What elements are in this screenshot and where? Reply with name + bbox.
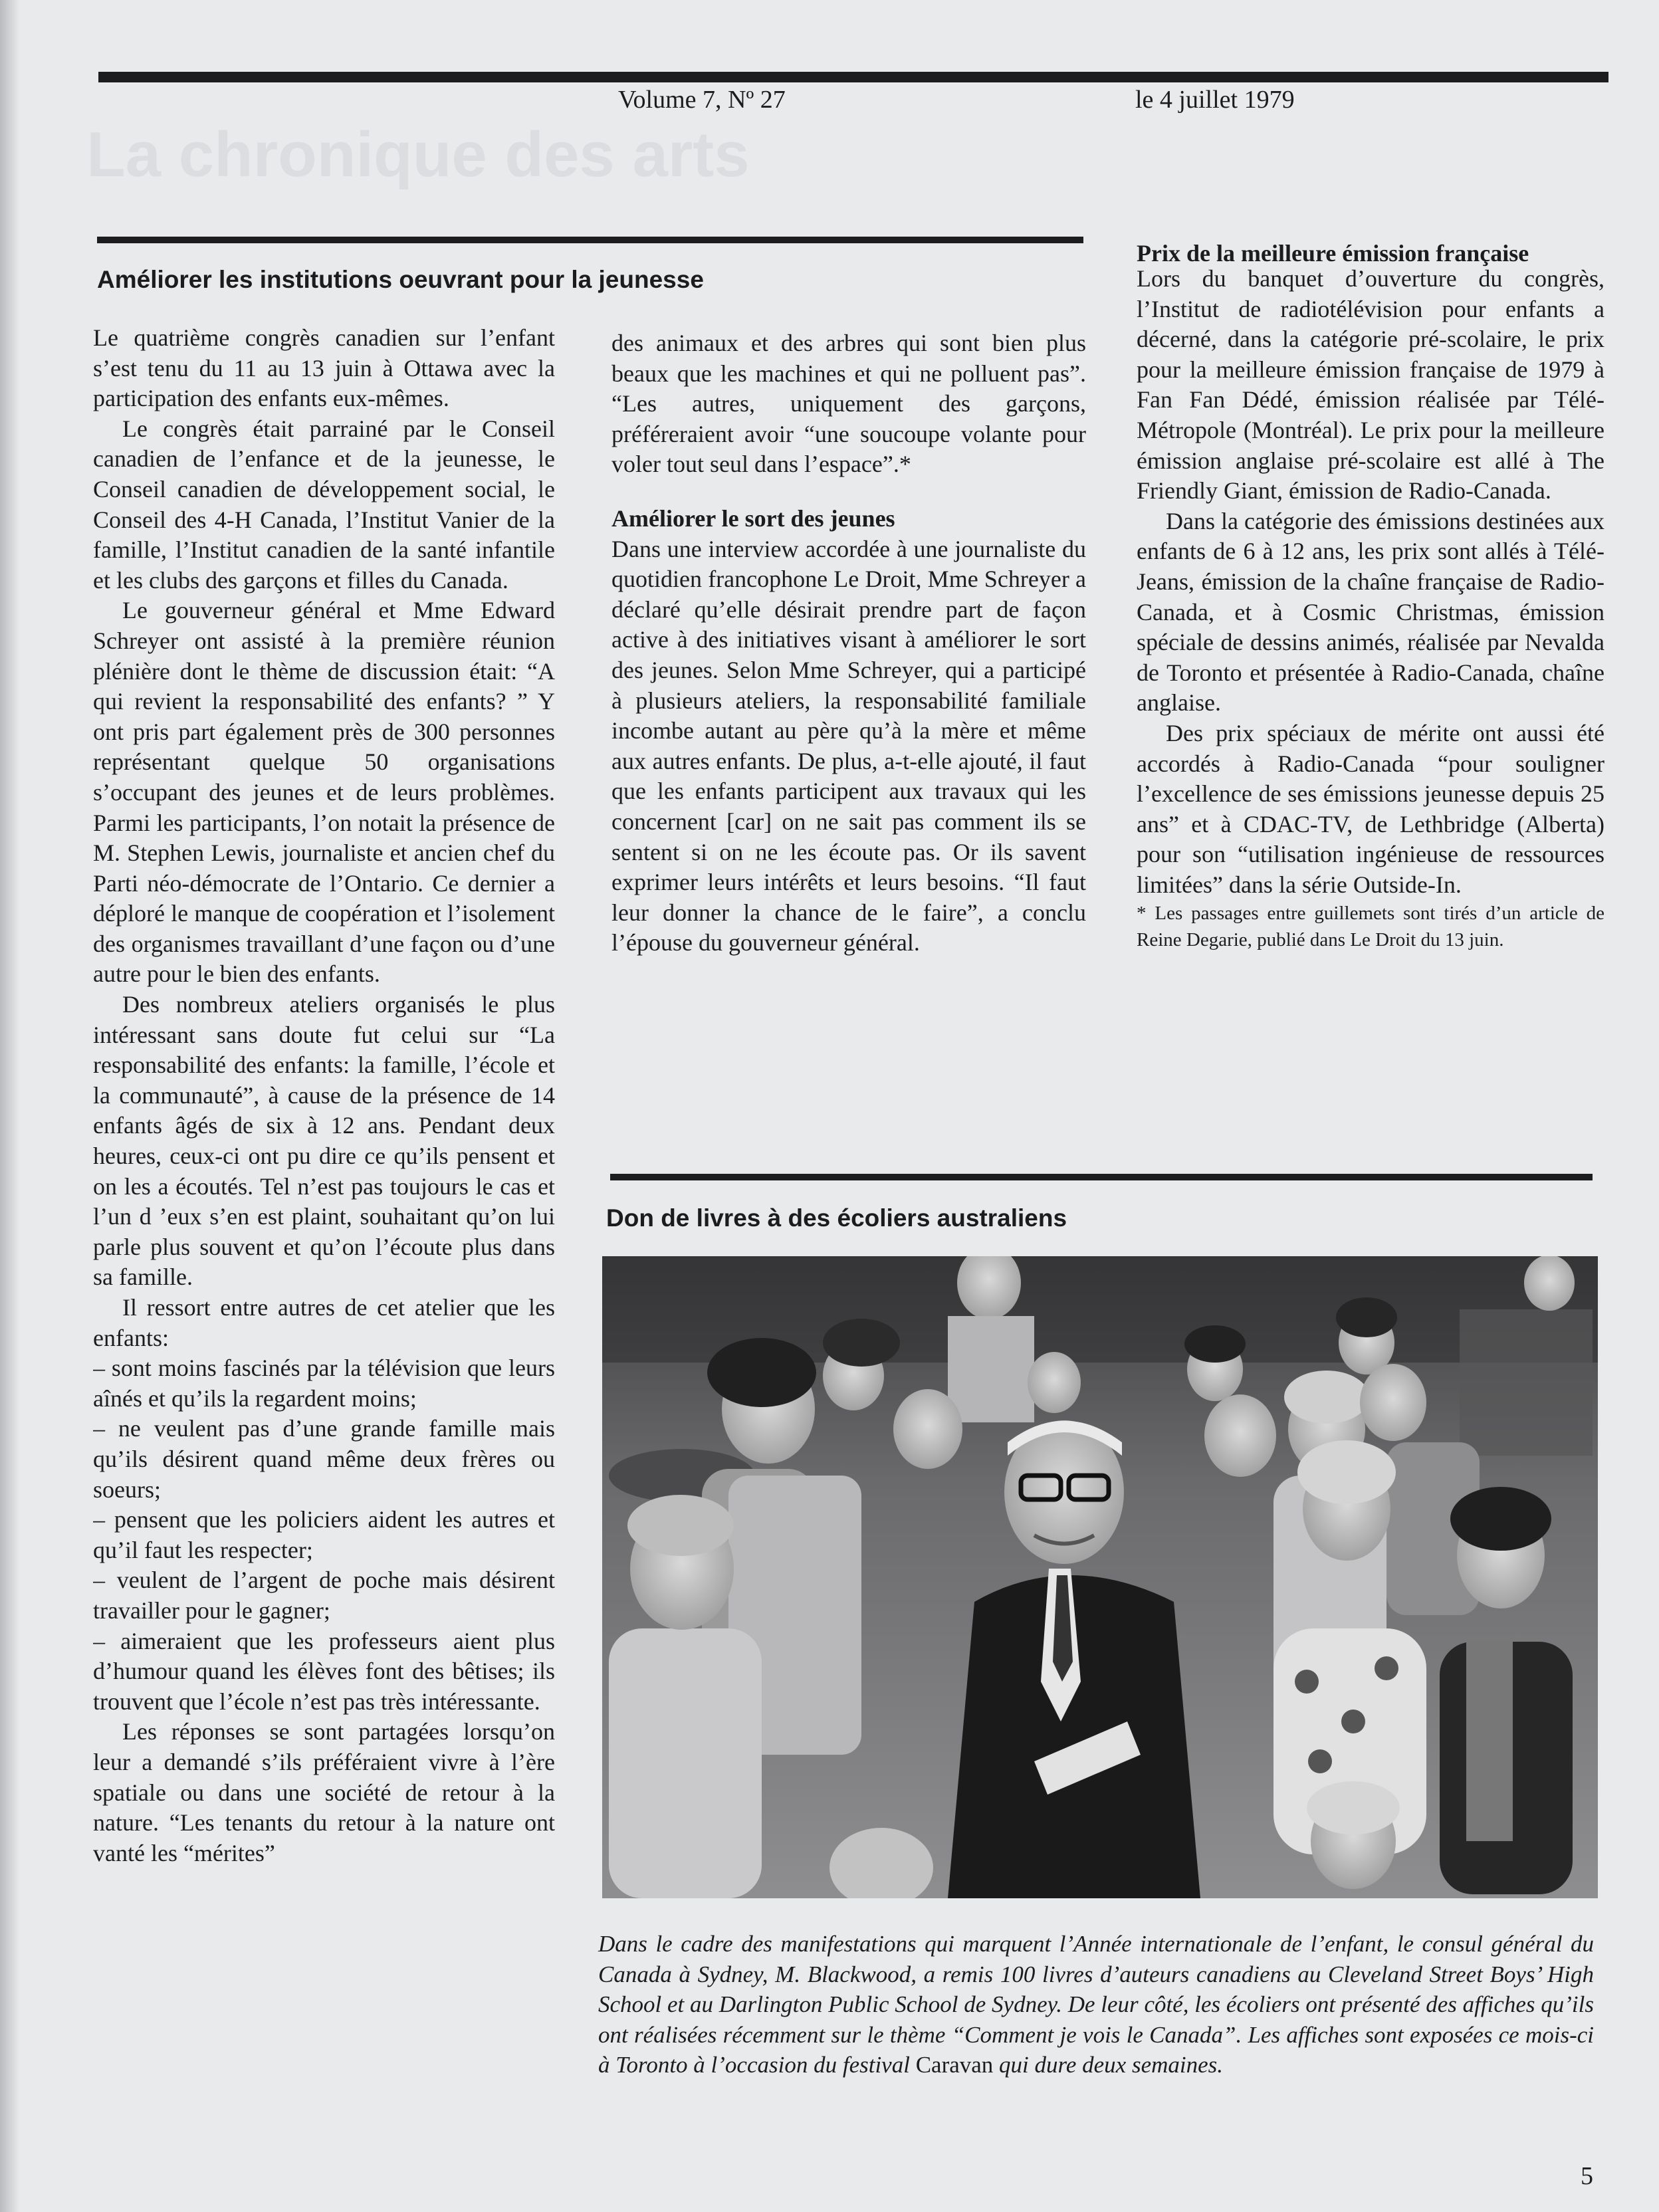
article3-title: Don de livres à des écoliers australiens [606, 1204, 1067, 1232]
paragraph: Il ressort entre autres de cet atelier que les enfants: [93, 1294, 555, 1351]
paragraph: Des nombreux ateliers organisés le plus intéressant sans doute fut celui sur “La responsabilité des enfants: la famille, l’école et la communauté”, à cause de la présence de 14 enfants âgés de six à 12 ans. Pendant deux heures, ceux-ci ont pu dire ce qu’ils pensent et on les a écoutés. Tel n’est pas toujours le cas et l’un d ’eux s’en est plaint, souhaitant qu’on lui parle plus souvent et qu’on l’écoute plus dans sa famille. [93, 991, 555, 1291]
article2-column [1137, 264, 1604, 1101]
paragraph: Le quatrième congrès canadien sur l’enfant s’est tenu du 11 au 13 juin à Ottawa avec la participation des enfants eux-mêmes. [93, 324, 555, 412]
article1-column-1 [93, 323, 555, 2144]
paragraph: Les réponses se sont partagées lorsqu’on leur a demandé s’ils préféraient vivre à l’ère spatiale ou dans une société de retour à la nature. “Les tenants du retour à la nature ont vanté les “mérites” [93, 1718, 555, 1866]
issue-date: le 4 juillet 1979 [1135, 86, 1295, 114]
issue-number: Volume 7, Nº 27 [618, 86, 786, 114]
paragraph: Le congrès était parrainé par le Conseil canadien de l’enfance et de la jeunesse, le Conseil canadien de développement social, le Conseil des 4-H Canada, l’Institut Vanier de la famille, l’Institut canadien de la santé infantile et les clubs des garçons et filles du Canada. [93, 415, 555, 594]
subsection-title: Améliorer le sort des jeunes [611, 504, 895, 532]
paragraph: des animaux et des arbres qui sont bien plus beaux que les machines et qui ne polluent pas”. “Les autres, uniquement des garçons, préféreraient avoir “une soucoupe volante pour voler tout seul dans l’espace”.* [611, 330, 1086, 478]
photo-caption [598, 1929, 1594, 2080]
list-item: – pensent que les policiers aident les autres et qu’il faut les respecter; [93, 1506, 555, 1563]
list-item: – veulent de l’argent de poche mais désirent travailler pour le gagner; [93, 1567, 555, 1624]
article2-title: Prix de la meilleure émission française [1137, 240, 1529, 267]
list-item: – sont moins fascinés par la télévision que leurs aînés et qu’ils la regardent moins; [93, 1355, 555, 1412]
article3-rule [610, 1174, 1593, 1180]
caption-text: Dans le cadre des manifestations qui marquent l’Année internationale de l’enfant, le consul général du Canada à Sydney, M. Blackwood, a remis 100 livres d’auteurs canadiens au Cleveland Street Boys’ High School et au Darlington Public School de Sydney. De leur côté, les écoliers ont présenté des affiches qu’ils ont réalisées récemment sur le thème “Comment je vois le Canada”. Les affiches sont exposées ce mois-ci à Toronto à l’occasion du festival [598, 1931, 1594, 2078]
article1-title: Améliorer les institutions oeuvrant pour la jeunesse [97, 266, 704, 293]
group-photo [602, 1256, 1598, 1898]
caption-festival-name: Caravan [915, 2052, 994, 2078]
paragraph: Le gouverneur général et Mme Edward Schreyer ont assisté à la première réunion plénière dont le thème de discussion était: “A qui revient la responsabilité des enfants? ” Y ont pris part également près de 300 personnes représentant quelque 50 organisations s’occupant des jeunes et de leurs problèmes. Parmi les participants, l’on notait la présence de M. Stephen Lewis, journaliste et ancien chef du Parti néo-démocrate de l’Ontario. Ce dernier a déploré le manque de coopération et l’isolement des organismes travaillant d’une façon ou d’une autre pour le bien des enfants. [93, 597, 555, 988]
top-rule [98, 72, 1608, 82]
list-item: – aimeraient que les professeurs aient plus d’humour quand les élèves font des bêtises; ils trouvent que l’école n’est pas très intéressante. [93, 1627, 555, 1715]
photo-illustration [602, 1256, 1598, 1898]
paragraph: Des prix spéciaux de mérite ont aussi été accordés à Radio-Canada “pour souligner l’excellence de ses émissions jeunesse depuis 25 ans” et à CDAC-TV, de Lethbridge (Alberta) pour son “utilisation ingénieuse de ressources limitées” dans la série Outside-In. [1137, 719, 1604, 898]
list-item: – ne veulent pas d’une grande famille mais qu’ils désirent quand même deux frères ou soeurs; [93, 1415, 555, 1503]
footnote: * Les passages entre guillemets sont tirés d’un article de Reine Degarie, publié dans Le Droit du 13 juin. [1137, 903, 1604, 951]
caption-text-end: qui dure deux semaines. [993, 2052, 1224, 2078]
paragraph: Dans la catégorie des émissions destinées aux enfants de 6 à 12 ans, les prix sont allés à Télé-Jeans, émission de la chaîne française de Radio-Canada, et à Cosmic Christmas, émission spéciale de dessins animés, réalisée par Nevalda de Toronto et présentée à Radio-Canada, chaîne anglaise. [1137, 507, 1604, 717]
show-through-title: La chronique des arts [86, 119, 750, 190]
article1-rule [97, 237, 1083, 243]
paragraph: Dans une interview accordée à une journaliste du quotidien francophone Le Droit, Mme Schreyer a déclaré qu’elle désirait prendre part de façon active à des initiatives visant à améliorer le sort des jeunes. Selon Mme Schreyer, qui a participé à plusieurs ateliers, la responsabilité familiale incombe autant au père qu’à la mère et même aux autres enfants. De plus, a-t-elle ajouté, il faut que les enfants participent aux travaux qui les concernent [car] on ne sait pas comment ils se sentent si on ne les écoute pas. Or ils savent exprimer leurs intérêts et leurs besoins. “Il faut leur donner la chance de le faire”, a conclu l’épouse du gouverneur général. [611, 535, 1086, 956]
page-number: 5 [1581, 2162, 1593, 2190]
article1-column-2 [611, 328, 1086, 1113]
page-gutter-shadow [0, 0, 20, 2212]
paragraph: Lors du banquet d’ouverture du congrès, l’Institut de radiotélévision pour enfants a décerné, dans la catégorie pré-scolaire, le prix pour la meilleure émission française de 1979 à Fan Fan Dédé, émission réalisée par Télé-Métropole (Montréal). Le prix pour la meilleure émission anglaise pré-scolaire est allé à The Friendly Giant, émission de Radio-Canada. [1137, 265, 1604, 504]
